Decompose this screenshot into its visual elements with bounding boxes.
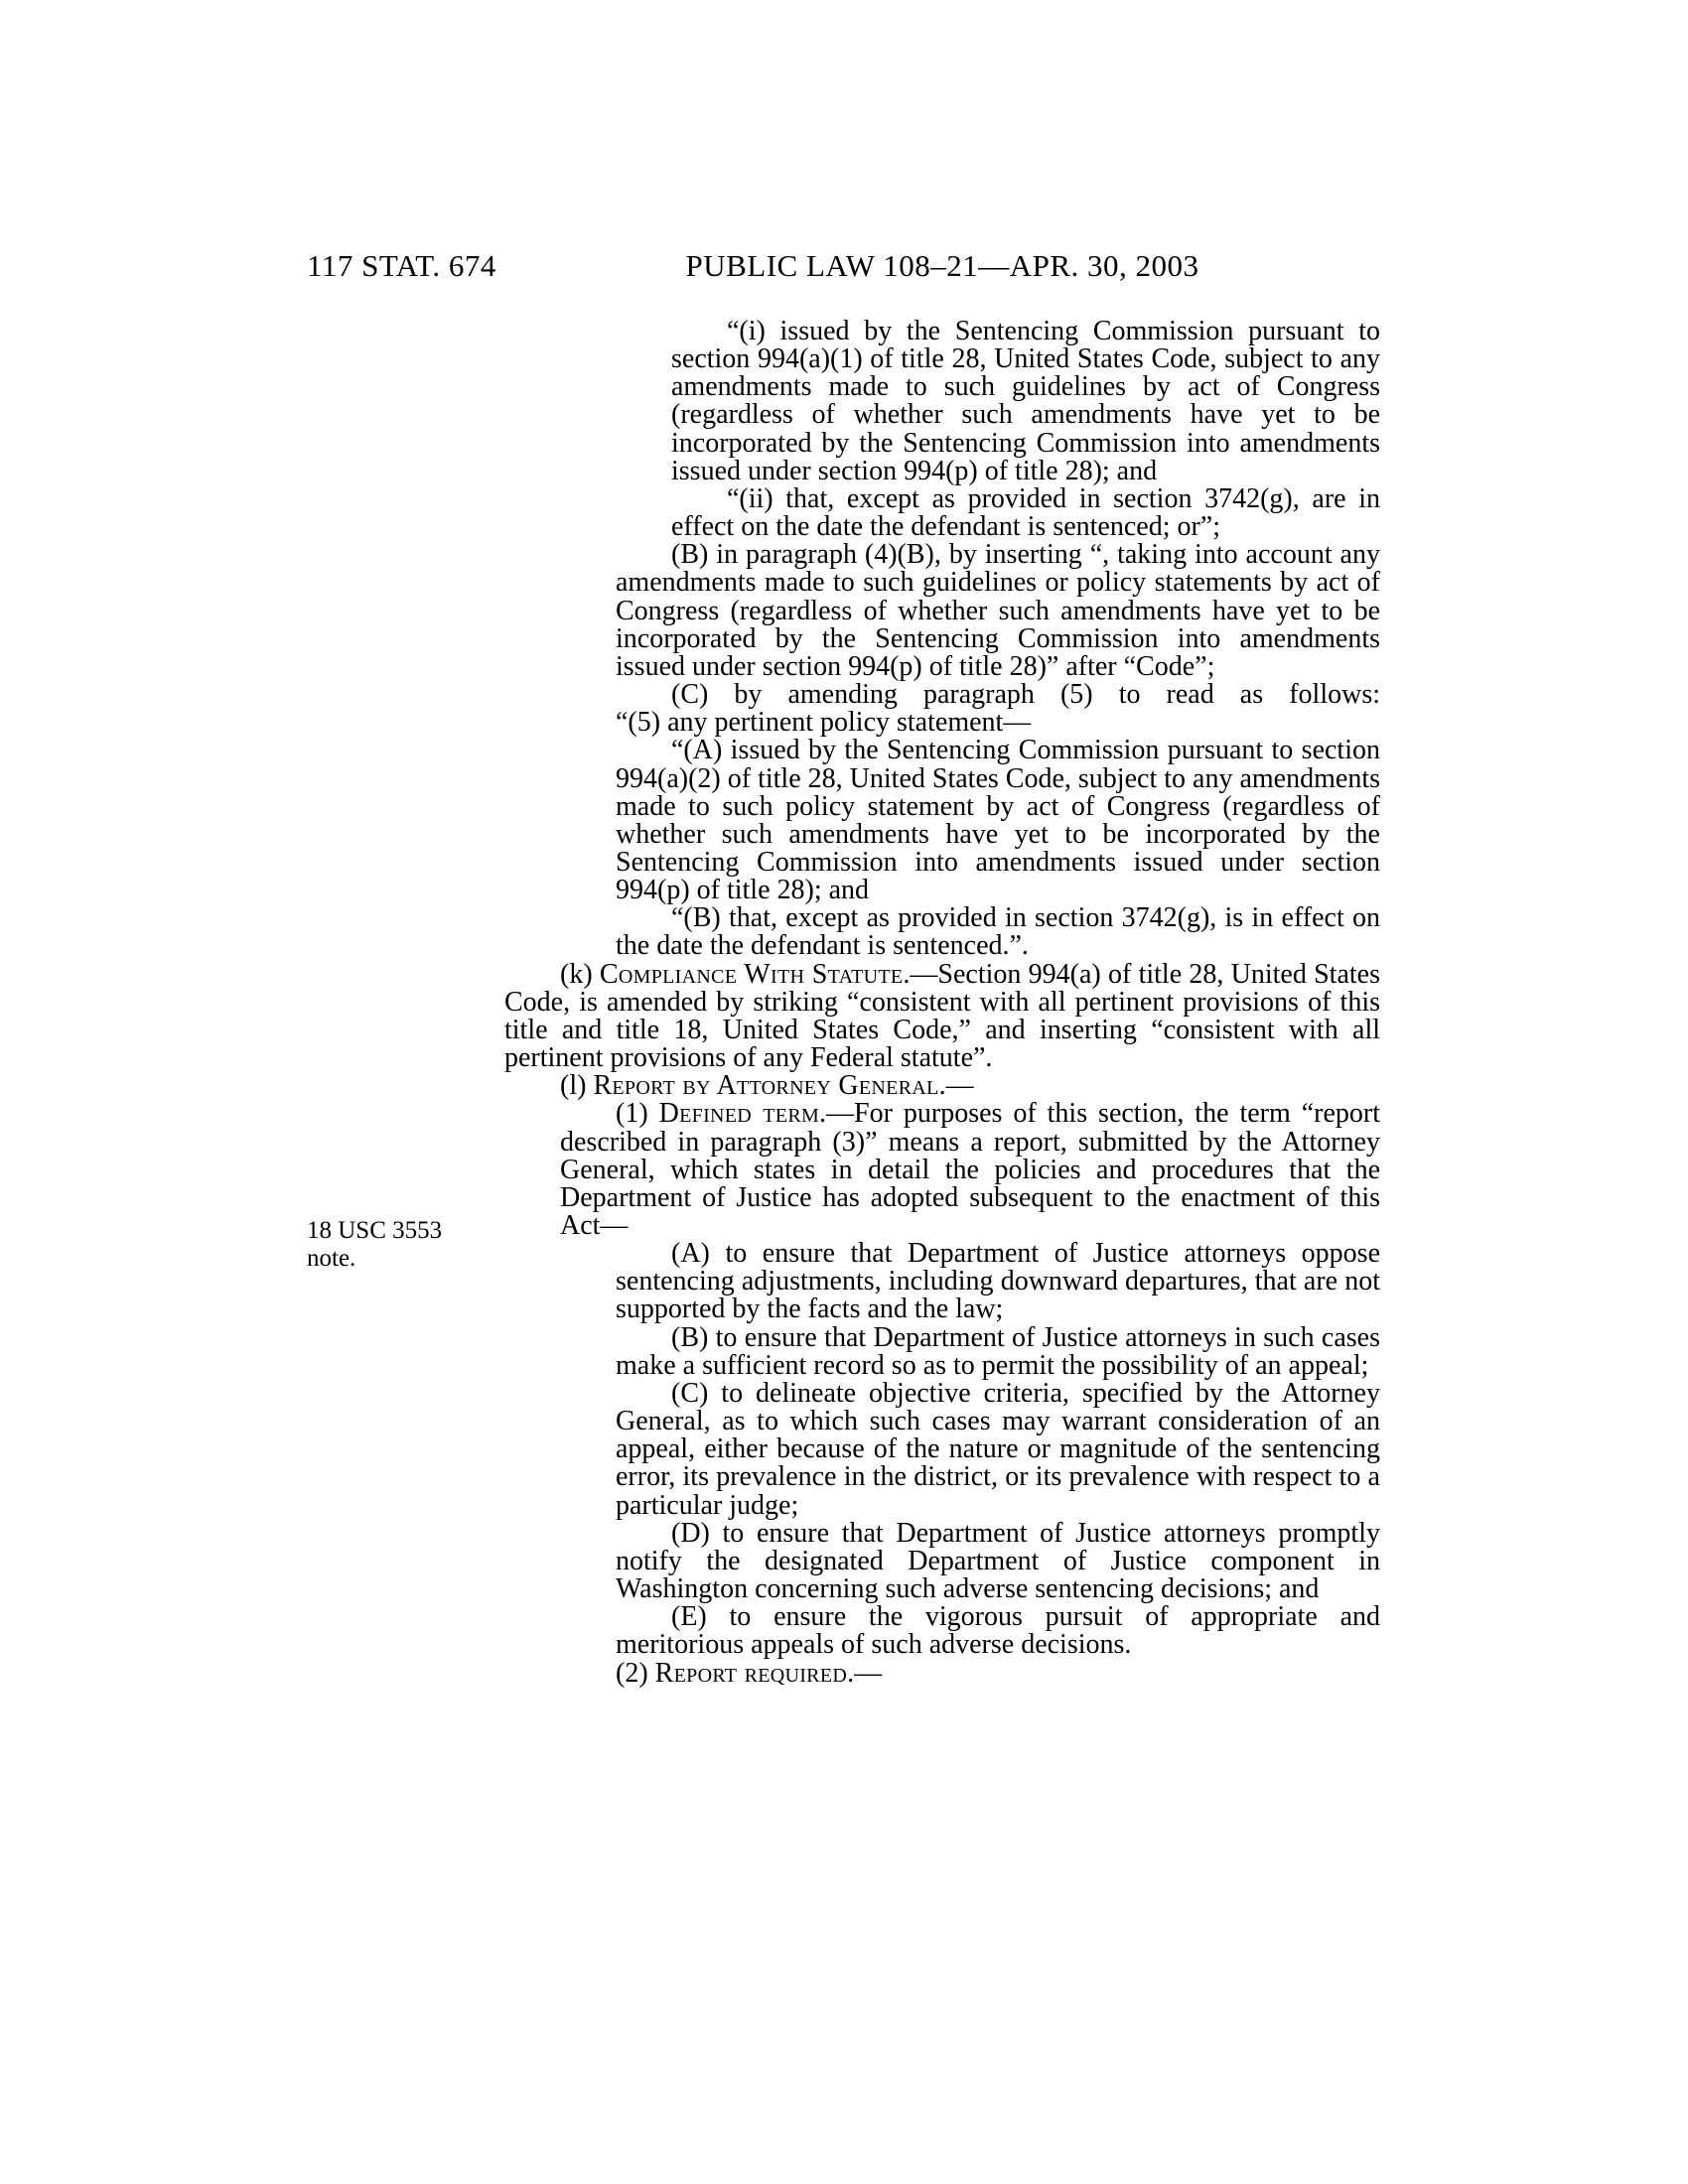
statute-text-column	[504, 318, 1380, 1688]
small-caps-heading: Report required	[654, 1657, 848, 1689]
paragraph-subpara-C-amendment: (C) by amending paragraph (5) to read as follows:	[671, 679, 1380, 711]
law-heading: PUBLIC LAW 108–21—APR. 30, 2003	[685, 248, 1199, 283]
margin-note-usc-citation: 18 USC 3553 note.	[307, 1217, 443, 1272]
paragraph-subsec-k-compliance: (k) Compliance With Statute.—Section 994(a) of title 28, United States Code, is amended by striking “consistent with all pertinent provisions of this title and title 18, United States Code,” and inserting “consistent with all pertinent provisions of any Federal statute”.	[504, 958, 1380, 1074]
paragraph-subpara-A-report: (A) to ensure that Department of Justice attorneys oppose sentencing adjustments, including downward departures, that are not supported by the facts and the law;	[616, 1238, 1380, 1325]
paragraph-quoted-subpara-A: “(A) issued by the Sentencing Commission pursuant to section 994(a)(2) of title 28, United States Code, subject to any amendments made to such policy statement by act of Congress (regardless of whether such amendments have yet to be incorporated by the Sentencing Commission into amendments issued under section 994(p) of title 28); and	[616, 735, 1380, 906]
paragraph-subpara-C-report: (C) to delineate objective criteria, specified by the Attorney General, as to which such cases may warrant consideration of an appeal, either because of the nature or magnitude of the sentencing error, its prevalence in the district, or its prevalence with respect to a particular judge;	[616, 1377, 1380, 1521]
paragraph-subpara-B-amendment: (B) in paragraph (4)(B), by inserting “, taking into account any amendments made to such guidelines or policy statements by act of Congress (regardless of whether such amendments have yet to be incorporated by the Sentencing Commission into amendments issued under section 994(p) of title 28)” after “Code”;	[616, 539, 1380, 682]
paragraph-clause-i: “(i) issued by the Sentencing Commission pursuant to section 994(a)(1) of title 28, United States Code, subject to any amendments made to such guidelines by act of Congress (regardless of whether such amendments have yet to be incorporated by the Sentencing Commission into amendments issued under section 994(p) of title 28); and	[671, 316, 1380, 486]
small-caps-heading: Report by Attorney General	[593, 1070, 939, 1102]
paragraph-para-2-report-required: (2) Report required.—	[616, 1657, 883, 1689]
paragraph-clause-ii: “(ii) that, except as provided in section 3742(g), are in effect on the date the defendant is sentenced; or”;	[671, 482, 1380, 543]
paragraph-subpara-B-report: (B) to ensure that Department of Justice attorneys in such cases make a sufficient record so as to permit the possibility of an appeal;	[616, 1321, 1380, 1381]
paragraph-quoted-para-5: “(5) any pertinent policy statement—	[616, 707, 1032, 739]
paragraph-quoted-subpara-B: “(B) that, except as provided in section 3742(g), is in effect on the date the defendant is sentenced.”.	[616, 902, 1380, 962]
stat-page-number: 117 STAT. 674	[307, 248, 496, 283]
paragraph-para-1-defined-term: (1) Defined term.—For purposes of this section, the term “report described in paragraph (3)” means a report, submitted by the Attorney General, which states in detail the policies and procedures that the Department of Justice has adopted subsequent to the enactment of this Act—	[560, 1098, 1381, 1241]
small-caps-heading: Defined term	[658, 1098, 820, 1130]
paragraph-subpara-D-report: (D) to ensure that Department of Justice attorneys promptly notify the designated Department of Justice component in Washington concerning such adverse sentencing decisions; and	[616, 1517, 1380, 1605]
paragraph-subsec-l-report: (l) Report by Attorney General.—	[560, 1070, 974, 1102]
small-caps-heading: Compliance With Statute	[599, 958, 904, 990]
paragraph-subpara-E-report: (E) to ensure the vigorous pursuit of appropriate and meritorious appeals of such adverse decisions.	[616, 1601, 1380, 1661]
